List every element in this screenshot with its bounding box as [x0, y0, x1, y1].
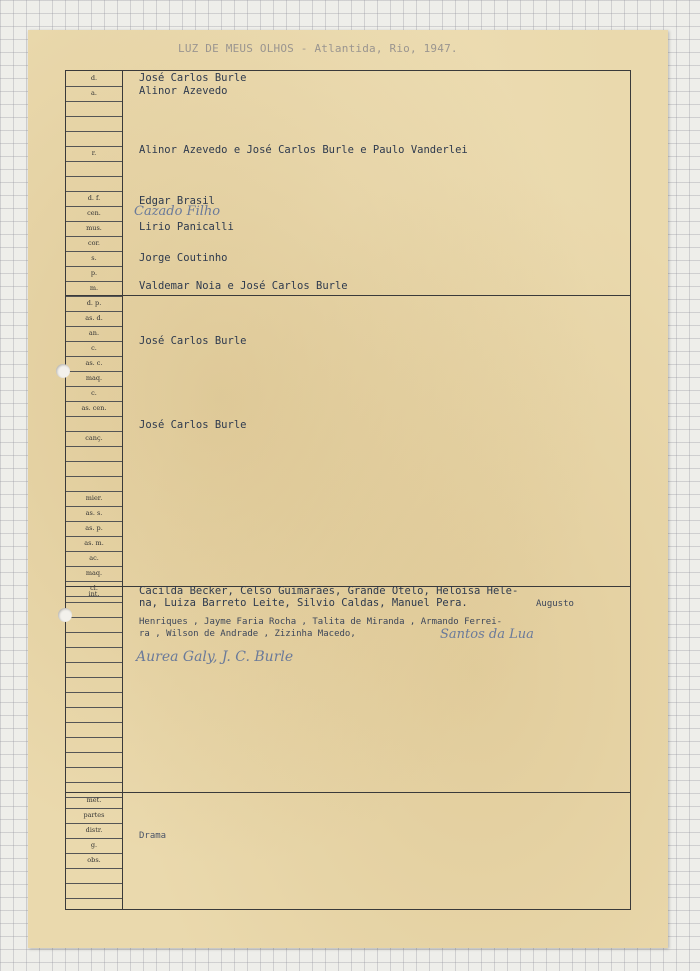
- cast-handwritten-2: Aurea Galy, J. C. Burle: [136, 649, 294, 665]
- argument-value: Alinor Azevedo: [139, 85, 228, 97]
- photography-value: Edgar Brasil: [139, 195, 215, 207]
- label-blank: [66, 461, 122, 477]
- label-asc: as. c.: [66, 356, 122, 372]
- label-blank: [66, 476, 122, 492]
- label-blank: [66, 767, 122, 783]
- label-canc: canç.: [66, 431, 122, 447]
- label-cl: cl.: [66, 581, 122, 597]
- label-blank: [66, 677, 122, 693]
- camera-value: José Carlos Burle: [139, 335, 247, 347]
- label-blank: [66, 737, 122, 753]
- label-p: p.: [66, 266, 122, 282]
- label-asm: as. m.: [66, 536, 122, 552]
- label-blank: [66, 416, 122, 432]
- label-blank: [66, 662, 122, 678]
- sound-value: Jorge Coutinho: [139, 252, 228, 264]
- punch-hole: [56, 364, 70, 378]
- label-cor: cor.: [66, 236, 122, 252]
- label-asd: as. d.: [66, 311, 122, 327]
- cast-line-2-addition: Augusto: [536, 599, 574, 609]
- label-s: s.: [66, 251, 122, 267]
- label-blank: [66, 692, 122, 708]
- cast-line-4: ra , Wilson de Andrade , Zizinha Macedo,: [139, 629, 356, 639]
- label-blank: [66, 868, 122, 884]
- label-blank: [66, 752, 122, 768]
- label-c: c.: [66, 341, 122, 357]
- script-value: Alinor Azevedo e José Carlos Burle e Paulo Vanderlei: [139, 144, 468, 156]
- label-mus: mus.: [66, 221, 122, 237]
- music-value: Lirio Panicalli: [139, 221, 234, 233]
- label-a: a.: [66, 86, 122, 102]
- catalog-card: [28, 30, 668, 948]
- director-value: José Carlos Burle: [139, 72, 247, 84]
- label-column: [66, 71, 123, 909]
- label-e: c.: [66, 386, 122, 402]
- section-divider: [66, 295, 630, 296]
- label-m: m.: [66, 281, 122, 297]
- editing-value: Valdemar Noia e José Carlos Burle: [139, 280, 348, 292]
- label-blank: [66, 722, 122, 738]
- label-an: an.: [66, 326, 122, 342]
- label-d: d.: [66, 71, 122, 87]
- label-blank: [66, 101, 122, 117]
- label-blank: [66, 602, 122, 618]
- label-ascen: as. cen.: [66, 401, 122, 417]
- label-blank: [66, 647, 122, 663]
- card-header: LUZ DE MEUS OLHOS - Atlantida, Rio, 1947.: [178, 42, 458, 55]
- label-ac: ac.: [66, 551, 122, 567]
- label-blank: [66, 617, 122, 633]
- label-mier: mier.: [66, 491, 122, 507]
- label-maq2: maq.: [66, 566, 122, 582]
- label-asp: as. p.: [66, 521, 122, 537]
- label-blank: [66, 116, 122, 132]
- label-int: int.: [66, 587, 122, 603]
- songs-value: José Carlos Burle: [139, 419, 247, 431]
- cast-line-2: na, Luiza Barreto Leite, Silvio Caldas, Manuel Pera.: [139, 597, 468, 609]
- label-blank: [66, 446, 122, 462]
- label-obs: obs.: [66, 853, 122, 869]
- scenography-handwritten: Cazado Filho: [134, 204, 221, 219]
- section-divider: [66, 792, 630, 793]
- cast-handwritten-1: Santos da Lua: [440, 627, 534, 642]
- punch-hole: [58, 608, 72, 622]
- label-df: d. f.: [66, 191, 122, 207]
- label-cen: cen.: [66, 206, 122, 222]
- label-blank: [66, 632, 122, 648]
- label-blank: [66, 883, 122, 899]
- label-r: r.: [66, 146, 122, 162]
- label-partes: partes: [66, 808, 122, 824]
- label-distr: distr.: [66, 823, 122, 839]
- genre-value: Drama: [139, 831, 167, 841]
- label-ass: as. s.: [66, 506, 122, 522]
- label-blank: [66, 161, 122, 177]
- label-g: g.: [66, 838, 122, 854]
- label-blank: [66, 707, 122, 723]
- label-blank: [66, 176, 122, 192]
- cast-line-3: Henriques , Jayme Faria Rocha , Talita de Miranda , Armando Ferrei-: [139, 617, 503, 627]
- label-maq: maq.: [66, 371, 122, 387]
- label-met: met.: [66, 793, 122, 809]
- label-dp: d. p.: [66, 296, 122, 312]
- label-blank: [66, 131, 122, 147]
- cast-line-1: Cacilda Becker, Celso Guimarães, Grande Otelo, Heloisa Hele-: [139, 585, 519, 597]
